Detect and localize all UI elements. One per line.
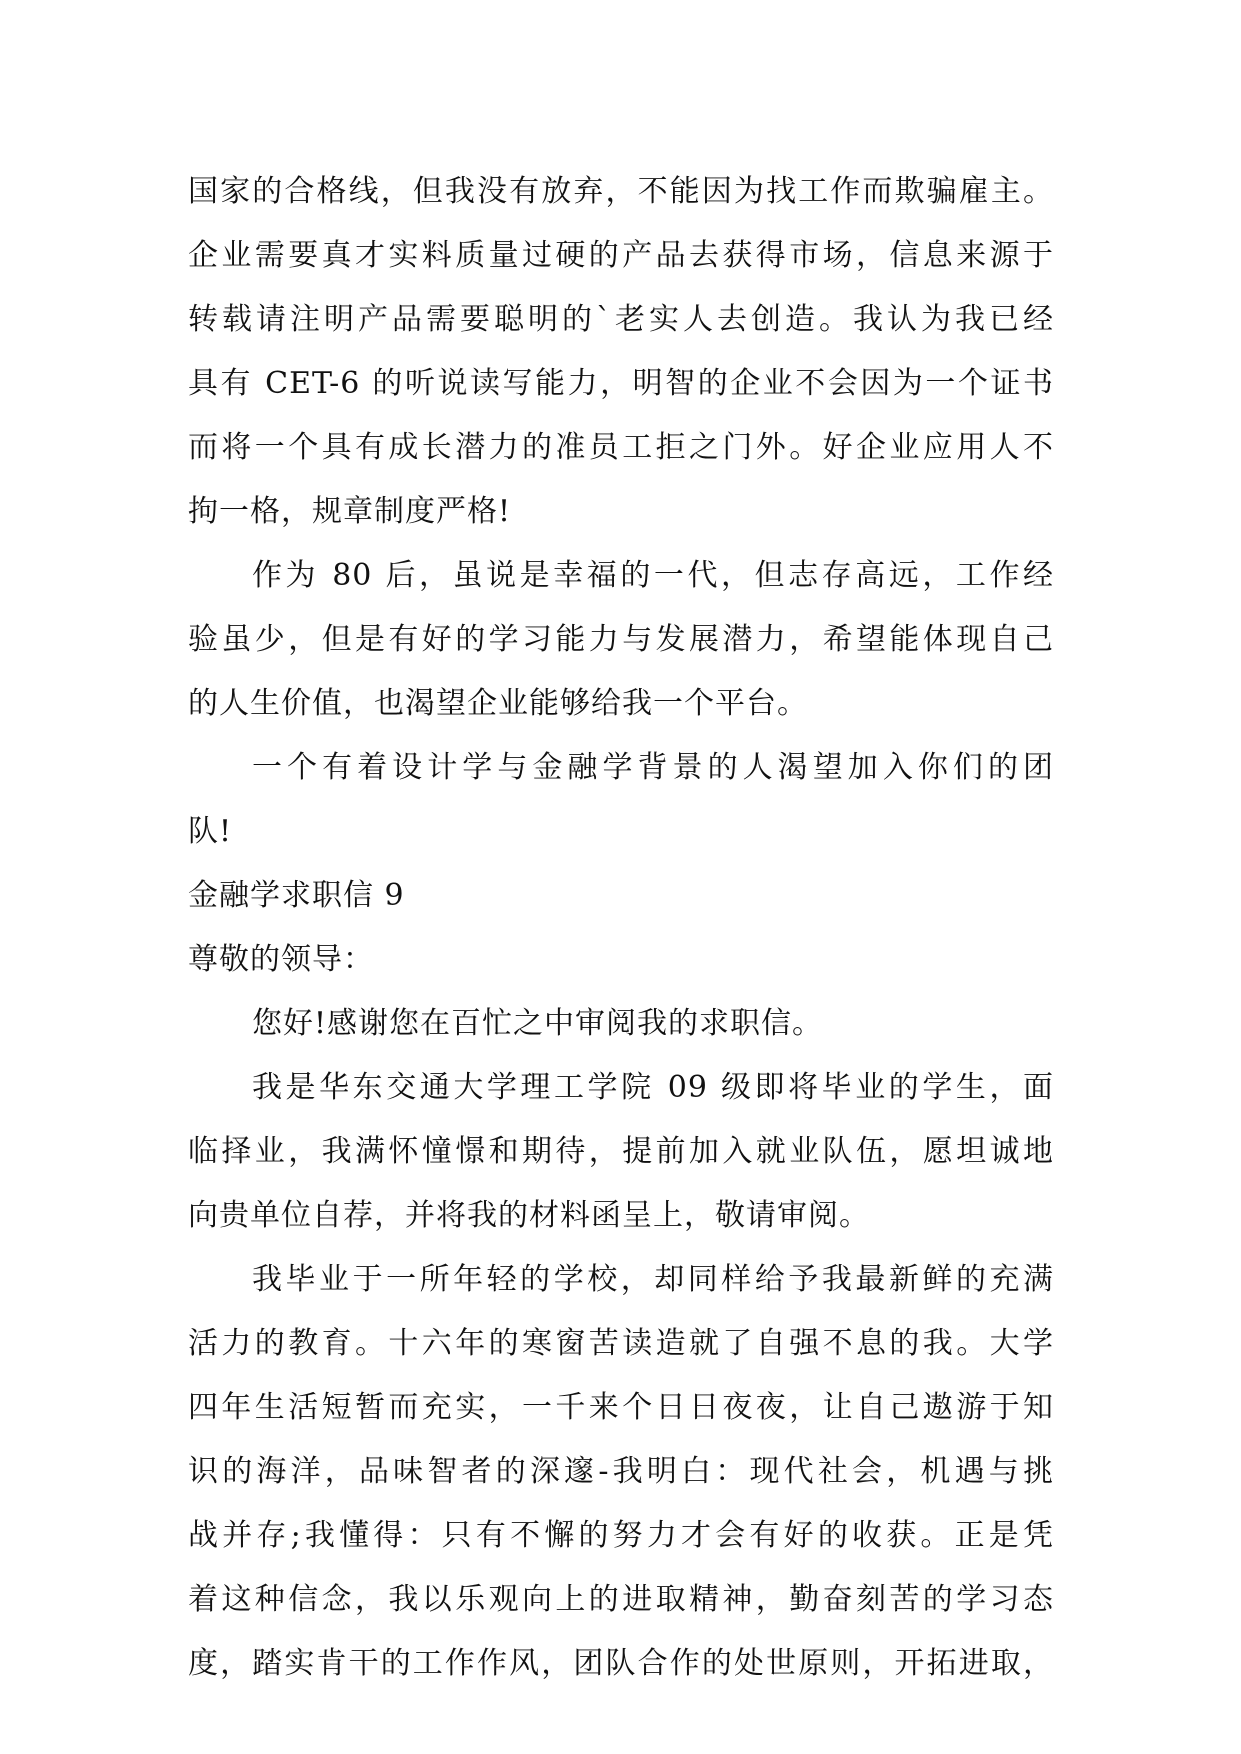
- paragraph-education: [188, 1248, 1054, 1696]
- text-line: 度，踏实肯干的工作作风，团队合作的处世原则，开拓进取，: [188, 1646, 1054, 1681]
- salutation-text: 尊敬的领导：: [188, 942, 374, 977]
- text-line: 着这种信念，我以乐观向上的进取精神，勤奋刻苦的学习态: [188, 1582, 1054, 1617]
- document-body: [188, 160, 1054, 1696]
- salutation: [188, 928, 1054, 992]
- text-line: 验虽少，但是有好的学习能力与发展潜力，希望能体现自己: [188, 622, 1054, 657]
- paragraph-closing: [188, 736, 1054, 864]
- text-line: 队!: [188, 814, 233, 849]
- text-line: 活力的教育。十六年的寒窗苦读造就了自强不息的我。大学: [188, 1326, 1054, 1361]
- paragraph-continued: [188, 160, 1054, 544]
- paragraph-post-80s: [188, 544, 1054, 736]
- text-line: 拘一格，规章制度严格!: [188, 494, 512, 529]
- text-line: 向贵单位自荐，并将我的材料函呈上，敬请审阅。: [188, 1198, 870, 1233]
- paragraph-greeting: [188, 992, 1054, 1056]
- text-line: 战并存;我懂得：只有不懈的努力才会有好的收获。正是凭: [188, 1518, 1054, 1553]
- text-line: 转载请注明产品需要聪明的`老实人去创造。我认为我已经: [188, 302, 1054, 337]
- text-line: 您好!感谢您在百忙之中审阅我的求职信。: [252, 1006, 824, 1041]
- text-line: 的人生价值，也渴望企业能够给我一个平台。: [188, 686, 808, 721]
- text-line: 四年生活短暂而充实，一千来个日日夜夜，让自己遨游于知: [188, 1390, 1054, 1425]
- text-line: 识的海洋，品味智者的深邃-我明白：现代社会，机遇与挑: [188, 1454, 1054, 1489]
- text-line: 作为 80 后，虽说是幸福的一代，但志存高远，工作经: [252, 558, 1054, 593]
- text-line: 临择业，我满怀憧憬和期待，提前加入就业队伍，愿坦诚地: [188, 1134, 1054, 1169]
- text-line: 具有 CET-6 的听说读写能力，明智的企业不会因为一个证书: [188, 366, 1054, 401]
- letter-heading: [188, 864, 1054, 928]
- text-line: 一个有着设计学与金融学背景的人渴望加入你们的团: [252, 750, 1054, 785]
- text-line: 我毕业于一所年轻的学校，却同样给予我最新鲜的充满: [252, 1262, 1054, 1297]
- text-line: 而将一个具有成长潜力的准员工拒之门外。好企业应用人不: [188, 430, 1054, 465]
- text-line: 企业需要真才实料质量过硬的产品去获得市场，信息来源于: [188, 238, 1054, 273]
- text-line: 国家的合格线，但我没有放弃，不能因为找工作而欺骗雇主。: [188, 174, 1054, 209]
- heading-text: 金融学求职信 9: [188, 878, 405, 913]
- paragraph-introduction: [188, 1056, 1054, 1248]
- text-line: 我是华东交通大学理工学院 09 级即将毕业的学生，面: [252, 1070, 1054, 1105]
